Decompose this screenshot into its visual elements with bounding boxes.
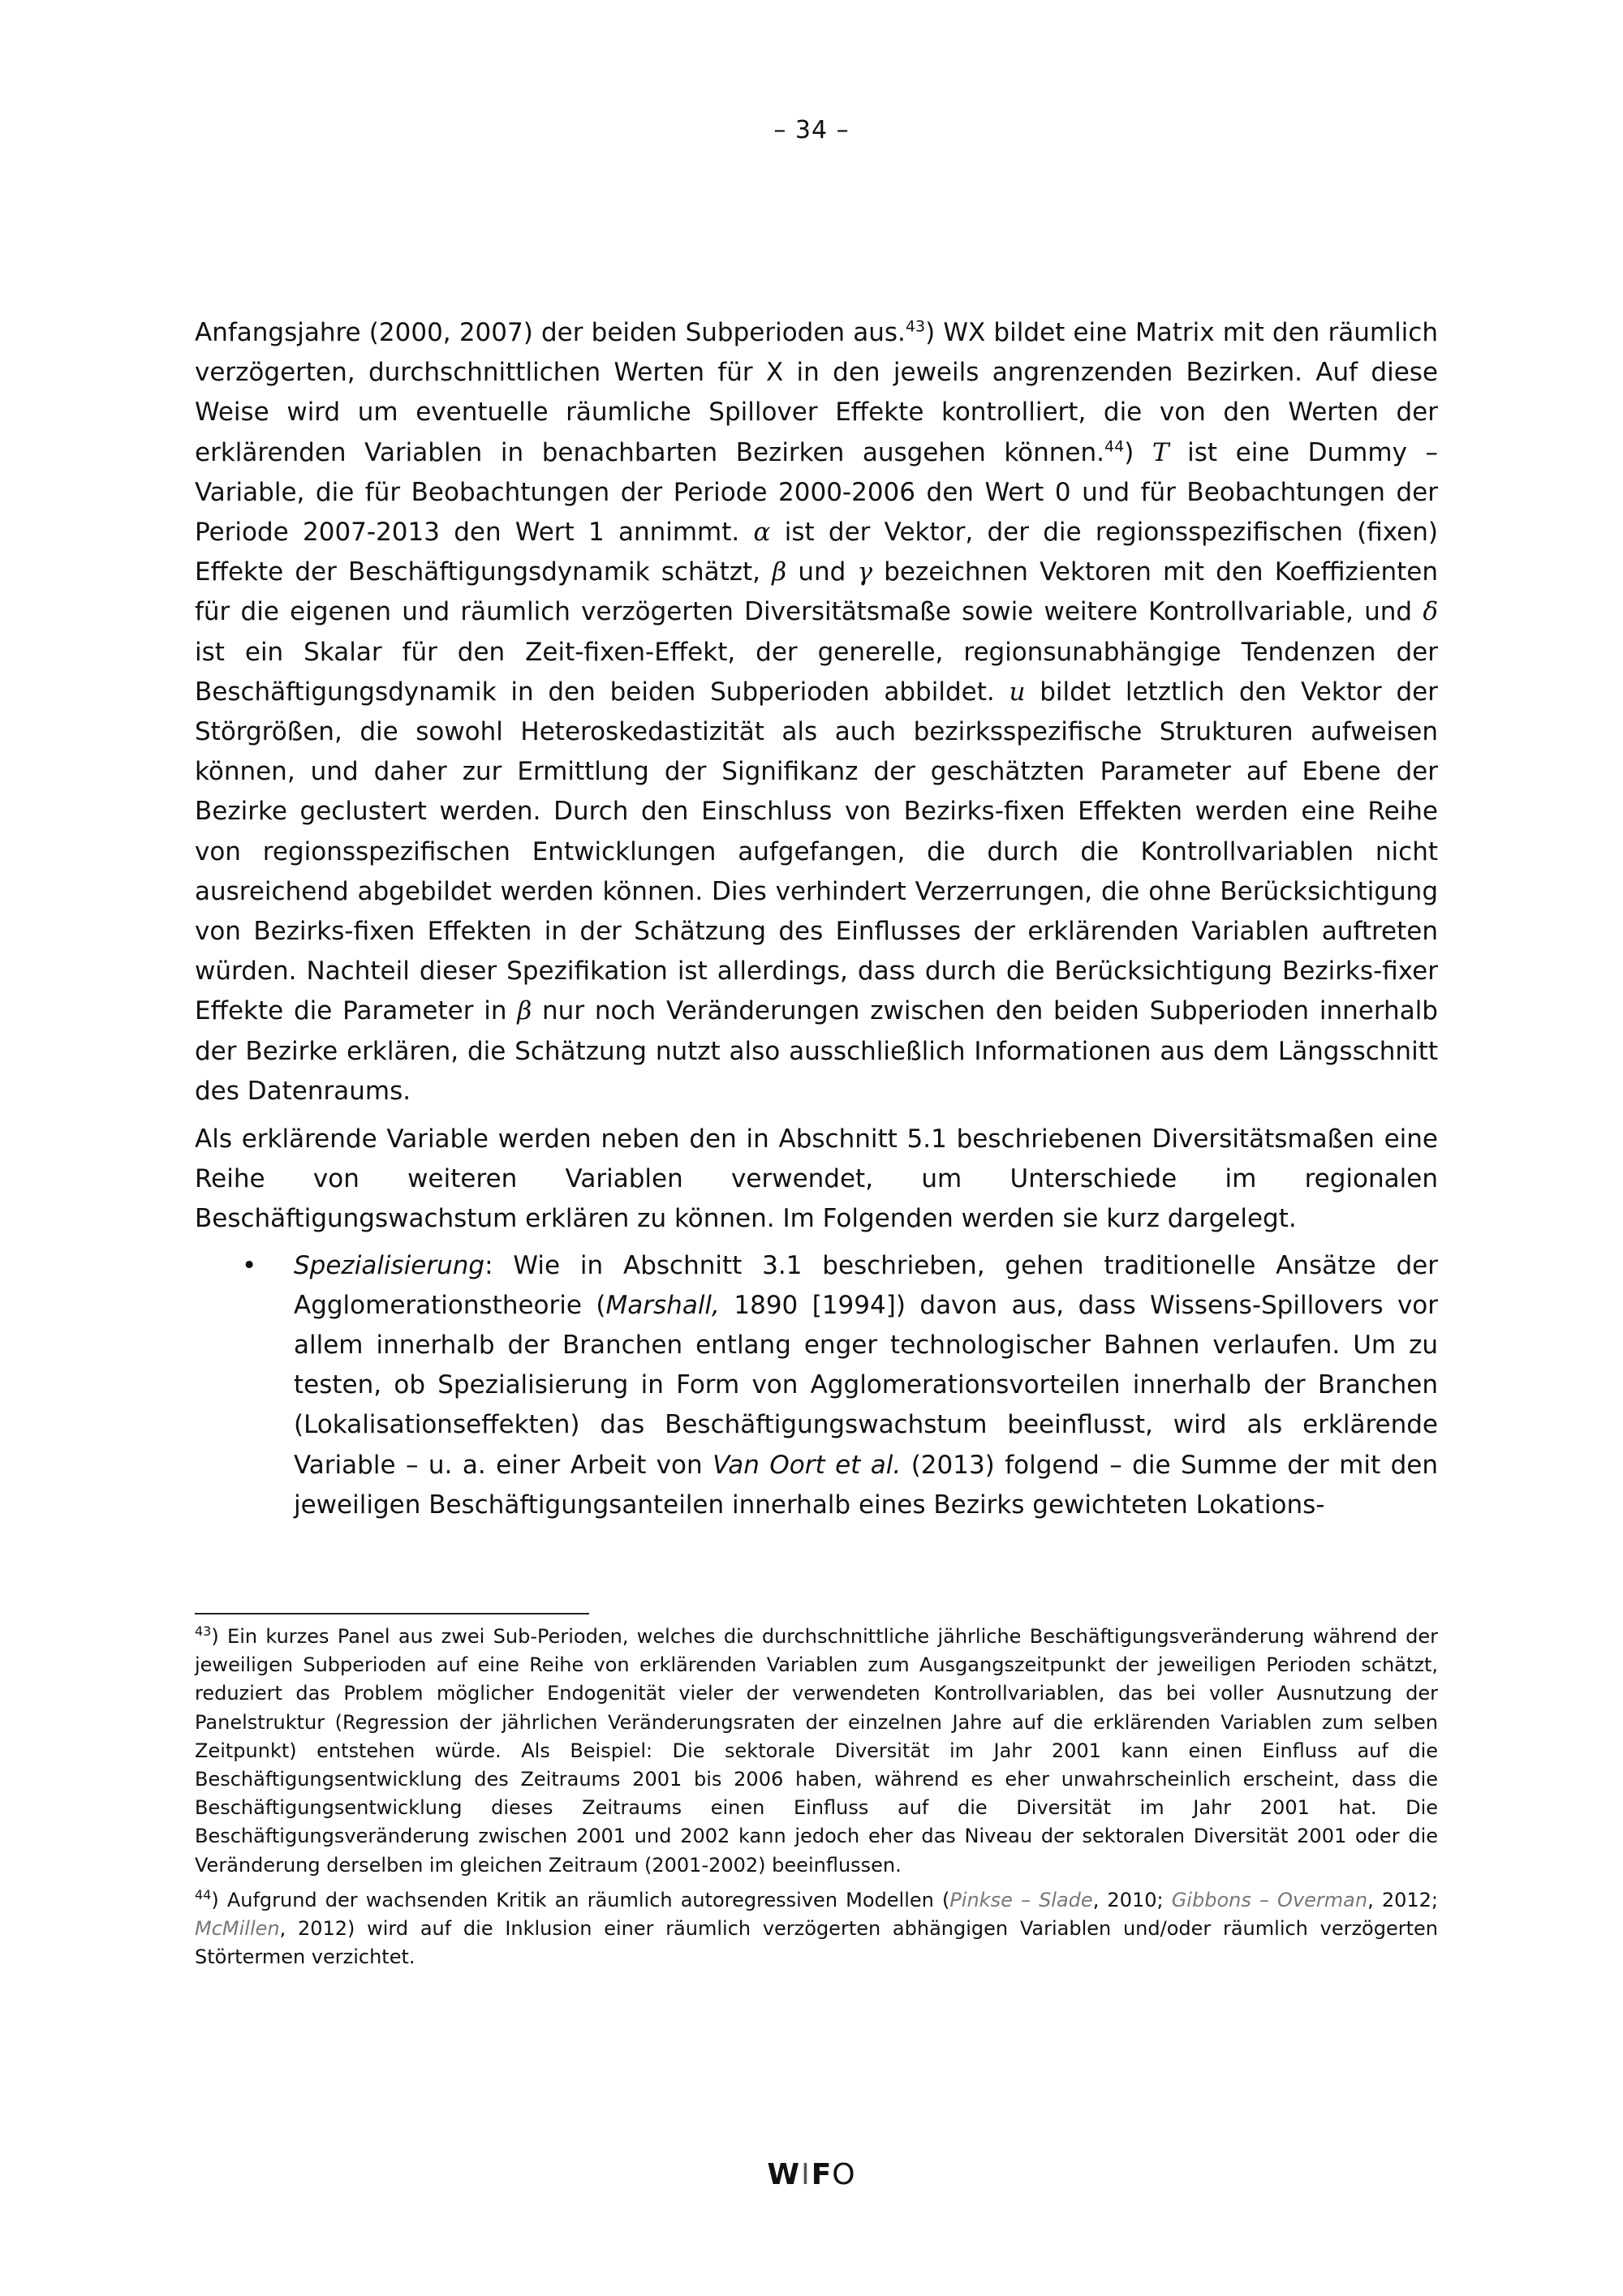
text-span: )	[1124, 437, 1152, 467]
symbol-alpha: α	[753, 518, 771, 548]
footnote-43	[195, 1623, 1438, 1880]
text-span: : Wie in Abschnitt 3.1 beschrieben, gehen traditionelle Ansätze der Agglomerationstheorie (	[294, 1250, 1438, 1320]
citation-mcmillen: McMillen	[195, 1917, 280, 1941]
paragraph-model-description	[195, 313, 1438, 1111]
footnote-mark-44: 44	[195, 1886, 212, 1903]
variable-list	[195, 1246, 1438, 1525]
wifo-logo	[0, 2158, 1623, 2191]
symbol-delta: δ	[1423, 597, 1438, 627]
logo-letter: W	[767, 2158, 801, 2191]
symbol-gamma: γ	[857, 557, 872, 587]
text-span: 1890 [1994]) davon aus, dass Wissens-Spillovers vor allem innerhalb der Branchen entlang enger technologischer Bahnen verlaufen. Um zu testen, ob Spezialisierung in Form von Agglomerationsvorteilen innerhalb der Branchen (Lokalisationseffekten) das Beschäftigungswachstum beeinflusst, wird als erklärende Variable – u. a. einer Arbeit von	[294, 1290, 1439, 1480]
text-span: ist eine Dummy – Variable, die für Beobachtungen der Periode 2000-2006 den Wert 0 und für Beobachtungen der Periode 2007-2013 den Wert 1 annimmt.	[195, 437, 1439, 548]
symbol-t: T	[1152, 437, 1169, 467]
symbol-u: u	[1009, 677, 1026, 707]
logo-letter: F	[811, 2158, 833, 2191]
citation-van-oort: Van Oort et al.	[712, 1450, 902, 1480]
symbol-beta: β	[517, 996, 532, 1026]
text-span: ) Aufgrund der wachsenden Kritik an räumlich autoregressiven Modellen (	[211, 1888, 950, 1911]
citation-marshall: Marshall,	[605, 1290, 720, 1320]
list-item-spezialisierung	[195, 1246, 1438, 1525]
text-span: , 2012;	[1367, 1888, 1438, 1911]
citation-gibbons-overman: Gibbons – Overman	[1171, 1888, 1368, 1911]
paragraph-explanatory-variables: Als erklärende Variable werden neben den in Abschnitt 5.1 beschriebenen Diversitätsmaßen eine Reihe von weiteren Variablen verwendet, um Unterschiede im regionalen Beschäftigungswachstum erklären zu können. Im Folgenden werden sie kurz dargelegt.	[195, 1124, 1438, 1234]
symbol-beta: β	[772, 557, 787, 587]
page-number: – 34 –	[773, 116, 850, 144]
footnote-ref-43[interactable]: 43	[905, 317, 926, 336]
text-span: Anfangsjahre (2000, 2007) der beiden Subperioden aus.	[195, 318, 906, 347]
term-spezialisierung: Spezialisierung	[294, 1250, 485, 1280]
text-span: nur noch Veränderungen zwischen den beiden Subperioden innerhalb der Bezirke erklären, die Schätzung nutzt also ausschließlich Informationen aus dem Längsschnitt des Datenraums.	[195, 996, 1438, 1106]
text-span: (2013) folgend – die Summe der mit den jeweiligen Beschäftigungsanteilen innerhalb eines Bezirks gewichteten Lokations-	[294, 1450, 1438, 1520]
text-span: ist der Vektor, der die regionsspezifischen (fixen) Effekte der Beschäftigungsdynamik schätzt,	[195, 518, 1438, 587]
text-span: und	[786, 557, 858, 587]
footnote-mark-43: 43	[195, 1623, 212, 1639]
logo-letter: O	[832, 2158, 856, 2191]
citation-pinkse-slade: Pinkse – Slade	[949, 1888, 1093, 1911]
bullet-icon: •	[242, 1250, 257, 1280]
logo-separator: I	[801, 2158, 811, 2191]
text-span: bildet letztlich den Vektor der Störgrößen, die sowohl Heteroskedastizität als auch bezirksspezifische Strukturen aufweisen können, und daher zur Ermittlung der Signifikanz der geschätzten Parameter auf Ebene der Bezirke geclustert werden. Durch den Einschluss von Bezirks-fixen Effekten werden eine Reihe von regionsspezifischen Entwicklungen aufgefangen, die durch die Kontrollvariablen nicht ausreichend abgebildet werden können. Dies verhindert Verzerrungen, die ohne Berücksichtigung von Bezirks-fixen Effekten in der Schätzung des Einflusses der erklärenden Variablen auftreten würden. Nachteil dieser Spezifikation ist allerdings, dass durch die Berücksichtigung Bezirks-fixer Effekte die Parameter in	[195, 677, 1438, 1026]
text-span: , 2010;	[1092, 1888, 1172, 1911]
text-span: ) WX bildet eine Matrix mit den räumlich verzögerten, durchschnittlichen Werten für X in den jeweils angrenzenden Bezirken. Auf diese Weise wird um eventuelle räumliche Spillover Effekte kontrolliert, die von den Werten der erklärenden Variablen in benachbarten Bezirken ausgehen können.	[195, 318, 1438, 467]
text-span: ) Ein kurzes Panel aus zwei Sub-Perioden, welches die durchschnittliche jährliche Beschäftigungsveränderung während der jeweiligen Subperioden auf eine Reihe von erklärenden Variablen zum Ausgangszeitpunkt der jeweiligen Perioden schätzt, reduziert das Problem möglicher Endogenität vieler der verwendeten Kontrollvariablen, das bei voller Ausnutzung der Panelstruktur (Regression der jährlichen Veränderungsraten der einzelnen Jahre auf die erklärenden Variablen zum selben Zeitpunkt) entstehen würde. Als Beispiel: Die sektorale Diversität im Jahr 2001 kann einen Einfluss auf die Beschäftigungsentwicklung des Zeitraums 2001 bis 2006 haben, während es eher unwahrscheinlich erscheint, dass die Beschäftigungsentwicklung dieses Zeitraums einen Einfluss auf die Diversität im Jahr 2001 hat. Die Beschäftigungsveränderung zwischen 2001 und 2002 kann jedoch eher das Niveau der sektoralen Diversität 2001 oder die Veränderung derselben im gleichen Zeitraum (2001-2002) beeinflussen.	[195, 1625, 1438, 1877]
footnotes	[195, 1623, 1438, 1971]
footnote-44	[195, 1886, 1438, 1972]
footnote-ref-44[interactable]: 44	[1104, 437, 1125, 456]
footnote-divider	[195, 1613, 589, 1615]
main-text	[195, 313, 1438, 1525]
text-span: bezeichnen Vektoren mit den Koeffizienten für die eigenen und räumlich verzögerten Diversitätsmaße sowie weitere Kontrollvariable, und	[195, 557, 1438, 627]
text-span: , 2012) wird auf die Inklusion einer räumlich verzögerten abhängigen Variablen und/oder räumlich verzögerten Störtermen verzichtet.	[195, 1917, 1438, 1969]
text-span: ist ein Skalar für den Zeit-fixen-Effekt, der generelle, regionsunabhängige Tendenzen der Beschäftigungsdynamik in den beiden Subperioden abbildet.	[195, 637, 1438, 707]
